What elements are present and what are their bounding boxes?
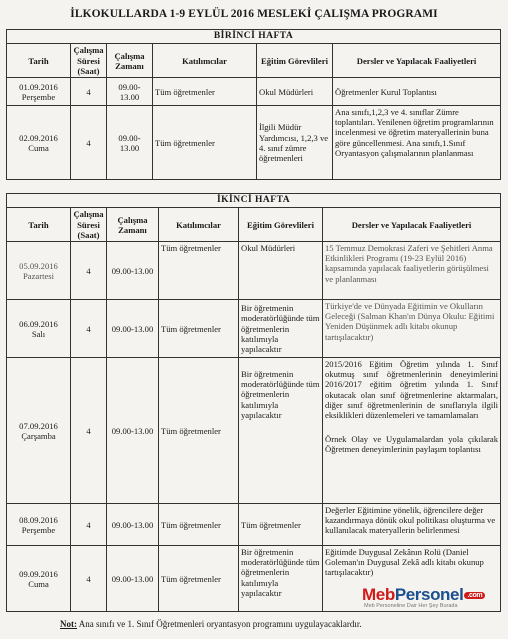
week1-header-row	[7, 30, 501, 44]
col-date-header: Tarih	[7, 44, 71, 78]
col-time-header: Çalışma Zamanı	[107, 44, 153, 78]
week1-label: BİRİNCİ HAFTA	[7, 30, 501, 44]
table-row	[7, 106, 501, 180]
col-duration-header: Çalışma Süresi (Saat)	[71, 208, 107, 242]
logo-suffix: .com	[464, 592, 485, 599]
day-text: Perşembe	[21, 91, 56, 102]
day-text: Salı	[31, 328, 46, 339]
date-text: 01.09.2016	[19, 81, 58, 92]
date-text: 05.09.2016	[19, 260, 58, 271]
time-cell: 09.00-13.00	[107, 242, 159, 300]
participants-cell: Tüm öğretmenler	[153, 106, 257, 180]
table-row	[7, 358, 501, 504]
table-row	[7, 242, 501, 300]
date-cell	[7, 546, 71, 612]
logo-tagline: Meb Personeline Dair Her Şey Burada	[364, 603, 458, 609]
time-cell: 09.00-13.00	[107, 300, 159, 358]
hours-cell: 4	[71, 504, 107, 546]
date-cell	[7, 78, 71, 106]
officials-cell: Okul Müdürleri	[257, 78, 333, 106]
hours-cell: 4	[71, 546, 107, 612]
week2-table	[6, 193, 501, 612]
date-cell	[7, 300, 71, 358]
day-text: Cuma	[28, 142, 49, 153]
hours-cell: 4	[71, 358, 107, 504]
officials-cell	[239, 358, 323, 504]
day-text: Pazartesi	[22, 270, 55, 281]
participants-cell: Tüm öğretmenler	[159, 300, 239, 358]
col-activities-header: Dersler ve Yapılacak Faaliyetleri	[333, 44, 501, 78]
col-officials-header: Eğitim Görevlileri	[239, 208, 323, 242]
date-text: 09.09.2016	[19, 568, 58, 579]
footer-note	[60, 619, 362, 629]
day-text: Perşembe	[21, 524, 56, 535]
activities-cell: Ana sınıfı,1,2,3 ve 4. sınıflar Zümre toplantıları. Yenilenen öğretim programlarının incelenmesi ve öğretim materyallerinin buna göre güncellenmesi. Ana sınıfı,1.Sınıf Oryantasyon çalışmalarının planlanması	[333, 106, 501, 180]
logo-wordmark	[362, 585, 485, 605]
logo-part-meb: Meb	[362, 585, 395, 604]
day-text: Çarşamba	[21, 430, 56, 441]
page-title: İLKOKULLARDA 1-9 EYLÜL 2016 MESLEKİ ÇALIŞMA PROGRAMI	[70, 8, 438, 20]
date-text: 02.09.2016	[19, 132, 58, 143]
time-cell: 09.00-13.00	[107, 504, 159, 546]
participants-cell: Tüm öğretmenler	[159, 358, 239, 504]
week1-table	[6, 29, 501, 180]
time-cell: 09.00-13.00	[107, 106, 153, 180]
week1-column-headers	[7, 44, 501, 78]
week2-label: İKİNCİ HAFTA	[7, 194, 501, 208]
date-text: 06.09.2016	[19, 318, 58, 329]
participants-cell: Tüm öğretmenler	[153, 78, 257, 106]
day-text: Cuma	[28, 578, 49, 589]
note-label: Not:	[60, 619, 77, 629]
table-row	[7, 504, 501, 546]
officials-text: Bir öğretmenin moderatörlüğünde tüm öğretmenlerin katılımıyla yapılacaktır	[241, 369, 320, 420]
officials-cell: İlgili Müdür Yardımcısı, 1,2,3 ve 4. sınıf zümre öğretmenleri	[257, 106, 333, 180]
hours-cell: 4	[71, 78, 107, 106]
week2-header-row	[7, 194, 501, 208]
activities-cell: Eğitimde Duygusal Zekânın Rolü (Daniel Goleman'ın Duygusal Zekâ adlı kitabı okunup tartışılacaktır)	[323, 546, 501, 612]
date-cell	[7, 106, 71, 180]
participants-cell: Tüm öğretmenler	[159, 504, 239, 546]
col-date-header: Tarih	[7, 208, 71, 242]
time-cell: 09.00-13.00	[107, 358, 159, 504]
col-participants-header: Katılımcılar	[153, 44, 257, 78]
participants-cell: Tüm öğretmenler	[159, 546, 239, 612]
time-cell: 09.00-13.00	[107, 78, 153, 106]
officials-cell: Okul Müdürleri	[239, 242, 323, 300]
officials-cell: Bir öğretmenin moderatörlüğünde tüm öğretmenlerin katılımıyla yapılacaktır	[239, 546, 323, 612]
table-row	[7, 300, 501, 358]
activities-text-2: Örnek Olay ve Uygulamalardan yola çıkılarak Öğretmen deneyimlerinin paylaşım toplantısı	[325, 434, 499, 455]
table-row	[7, 78, 501, 106]
date-text: 07.09.2016	[19, 420, 58, 431]
activities-text: 2015/2016 Eğitim Öğretim yılında 1. Sınıf okutmuş sınıf öğretmenlerinin deneyimlerini 2016/2017 eğitim öğretim yılında 1. Sınıf okutacak olan sınıf öğretmenlerine aktarmaları, diğer sınıf öğretmenlerinin de sınıflarıyla ilgili eksiklikleri düzenlemeleri ve tamamlamaları	[325, 359, 499, 420]
col-duration-header: Çalışma Süresi (Saat)	[71, 44, 107, 78]
hours-cell: 4	[71, 242, 107, 300]
col-activities-header: Dersler ve Yapılacak Faaliyetleri	[323, 208, 501, 242]
date-cell	[7, 504, 71, 546]
officials-cell: Tüm öğretmenler	[239, 504, 323, 546]
activities-cell: Öğretmenler Kurul Toplantısı	[333, 78, 501, 106]
logo-part-personel: Personel	[394, 585, 464, 604]
note-text: Ana sınıfı ve 1. Sınıf Öğretmenleri oryantasyon programını uygulayacaklardır.	[77, 619, 362, 629]
week2-column-headers	[7, 208, 501, 242]
activities-cell: 15 Temmuz Demokrasi Zaferi ve Şehitleri Anma Etkinlikleri Programı (19-23 Eylül 2016) kapsamında yapılacak faaliyetlerin görüşülmesi ve planlanması	[323, 242, 501, 300]
date-cell	[7, 358, 71, 504]
col-participants-header: Katılımcılar	[159, 208, 239, 242]
col-time-header: Çalışma Zamanı	[107, 208, 159, 242]
date-text: 08.09.2016	[19, 514, 58, 525]
activities-cell: Türkiye'de ve Dünyada Eğitimin ve Okulların Geleceği (Salman Khan'ın Dünya Okulu: Eğitimi Yeniden Düşünmek adlı kitabı okunup tartışılacaktır)	[323, 300, 501, 358]
date-cell	[7, 242, 71, 300]
participants-cell: Tüm öğretmenler	[159, 242, 239, 300]
hours-cell: 4	[71, 300, 107, 358]
hours-cell: 4	[71, 106, 107, 180]
activities-cell	[323, 358, 501, 504]
officials-cell: Bir öğretmenin moderatörlüğünde tüm öğretmenlerin katılımıyla yapılacaktır	[239, 300, 323, 358]
mebpersonel-logo	[362, 585, 485, 609]
col-officials-header: Eğitim Görevlileri	[257, 44, 333, 78]
time-cell: 09.00-13.00	[107, 546, 159, 612]
activities-cell: Değerler Eğitimine yönelik, öğrencilere değer kazandırmaya dönük okul politikası oluşturma ve kullanılacak materyallerin belirlenmesi	[323, 504, 501, 546]
